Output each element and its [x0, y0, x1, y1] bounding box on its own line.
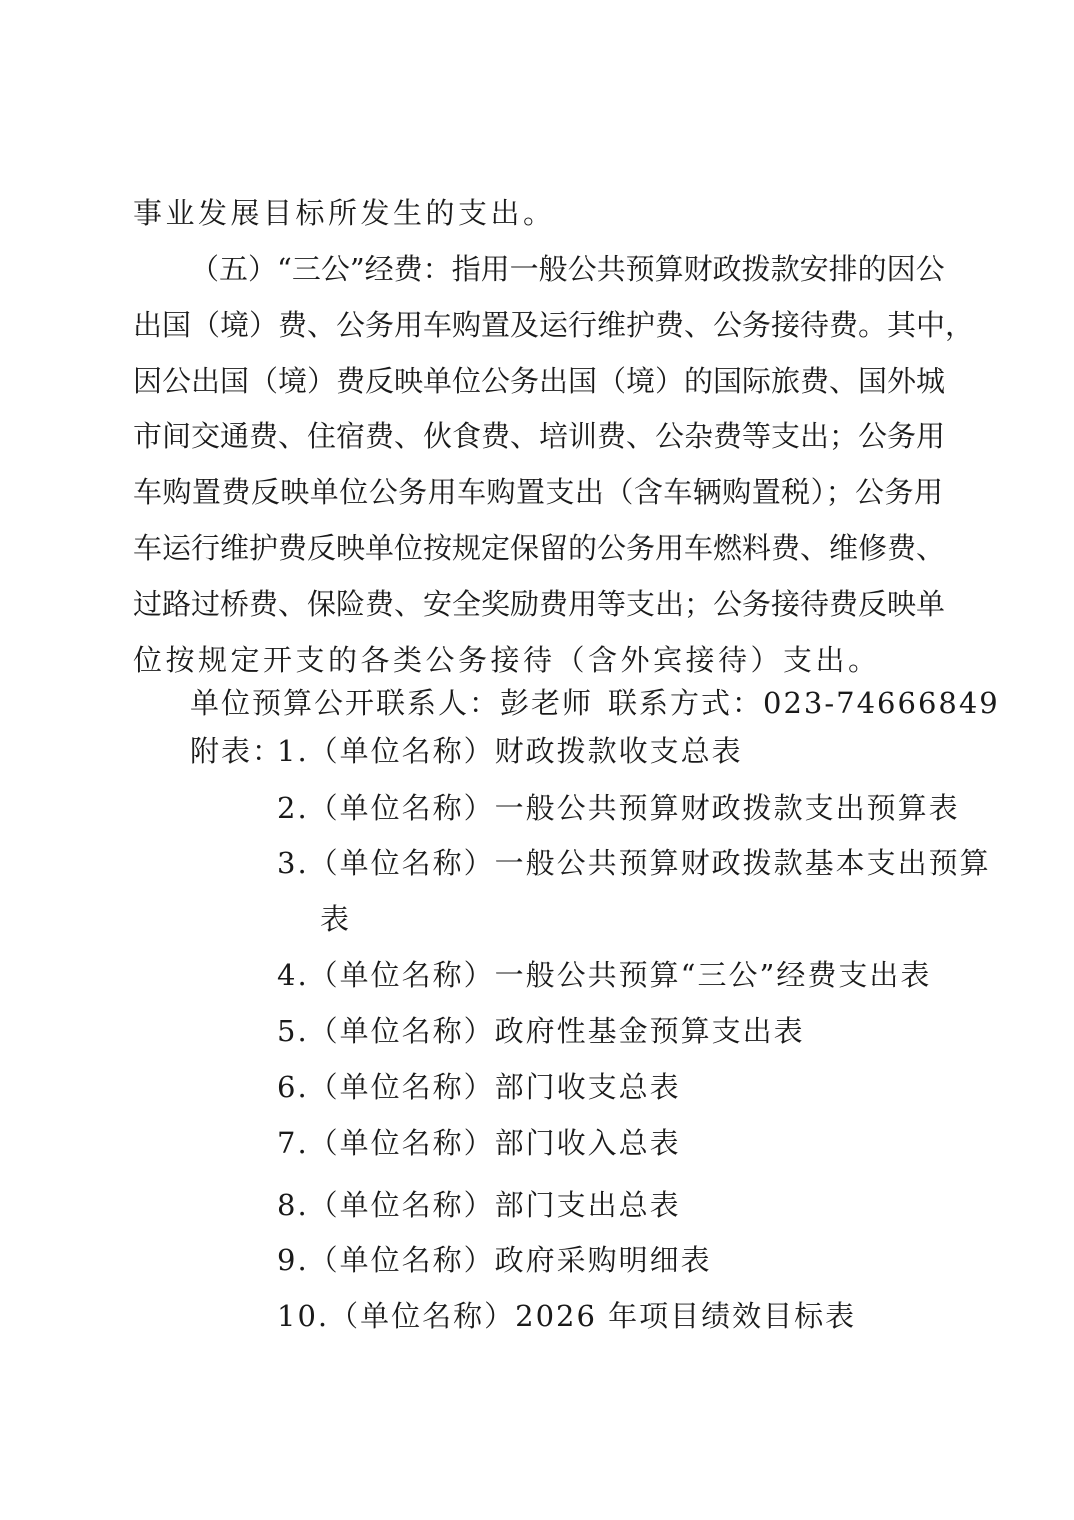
attachment-item: 7.（单位名称）部门收入总表 [277, 1126, 681, 1160]
attachment-item: 2.（单位名称）一般公共预算财政拨款支出预算表 [277, 791, 960, 825]
attachment-item: 8.（单位名称）部门支出总表 [277, 1188, 681, 1222]
paragraph-line: 车购置费反映单位公务用车购置支出（含车辆购置税）；公务用 [133, 475, 943, 509]
paragraph-line: 位按规定开支的各类公务接待（含外宾接待）支出。 [133, 643, 881, 677]
attachment-item: 10.（单位名称）2026 年项目绩效目标表 [277, 1299, 857, 1333]
attachment-item-continued: 表 [320, 902, 352, 936]
contact-person: 单位预算公开联系人：彭老师 [190, 686, 594, 720]
paragraph-line: 车运行维护费反映单位按规定保留的公务用车燃料费、维修费、 [133, 531, 946, 565]
attachment-item: 9.（单位名称）政府采购明细表 [277, 1243, 712, 1277]
paragraph-line: （五）“三公”经费：指用一般公共预算财政拨款安排的因公 [190, 252, 945, 286]
attachments-label: 附表： [190, 734, 284, 768]
paragraph-line: 市间交通费、住宿费、伙食费、培训费、公杂费等支出；公务用 [133, 419, 946, 453]
attachment-item: 5.（单位名称）政府性基金预算支出表 [277, 1014, 805, 1048]
paragraph-line: 过路过桥费、保险费、安全奖励费用等支出；公务接待费反映单 [133, 587, 946, 621]
attachment-item: 1.（单位名称）财政拨款收支总表 [277, 734, 743, 768]
contact-phone: 联系方式：023-74666849 [608, 686, 1000, 720]
contact-info [190, 683, 1000, 723]
attachment-item: 6.（单位名称）部门收支总表 [277, 1070, 681, 1104]
paragraph-line: 因公出国（境）费反映单位公务出国（境）的国际旅费、国外城 [133, 364, 946, 398]
paragraph-line: 出国（境）费、公务用车购置及运行维护费、公务接待费。其中， [133, 308, 975, 342]
attachment-item: 4.（单位名称）一般公共预算“三公”经费支出表 [277, 958, 932, 992]
attachment-item: 3.（单位名称）一般公共预算财政拨款基本支出预算 [277, 846, 991, 880]
paragraph-line: 事业发展目标所发生的支出。 [133, 196, 556, 230]
